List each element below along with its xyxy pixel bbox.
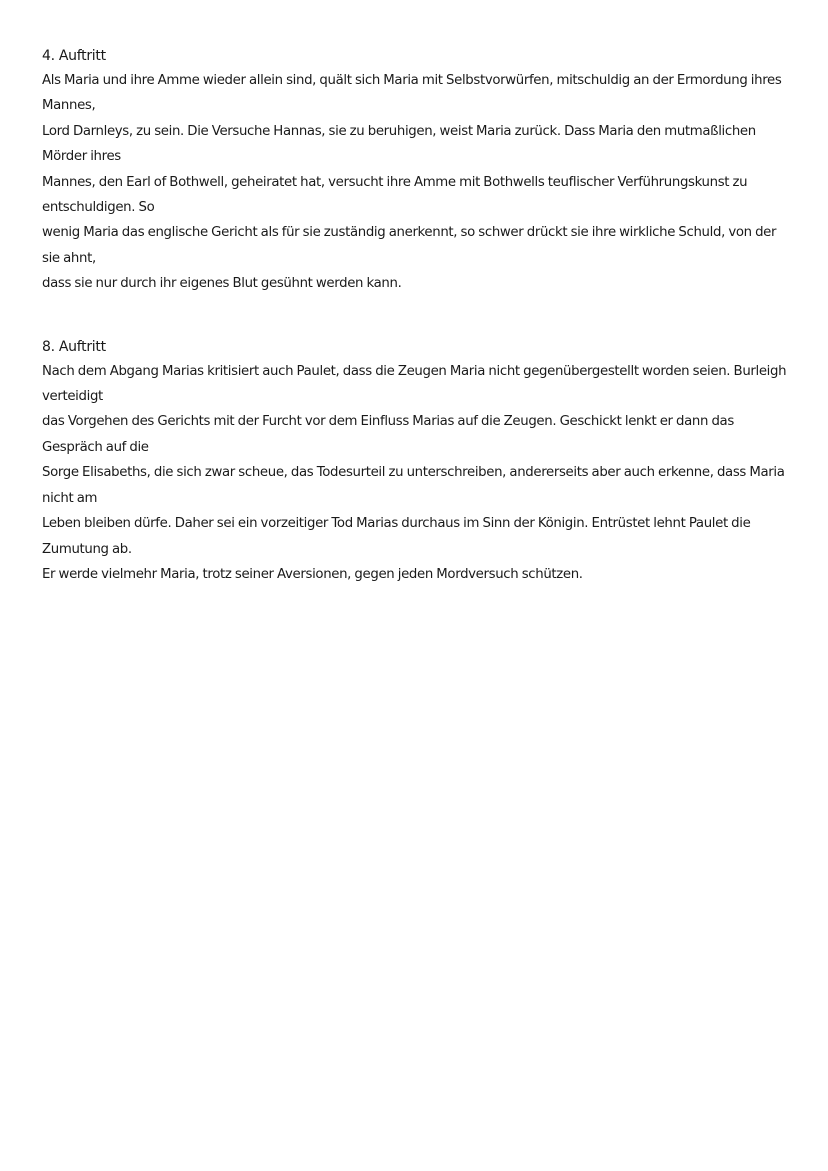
section-heading: 8. Auftritt bbox=[42, 338, 106, 355]
paragraph-line: Mannes, den Earl of Bothwell, geheiratet hat, versucht ihre Amme mit Bothwells teuflischer Verführungskunst zu entschuldigen. So bbox=[42, 174, 748, 216]
paragraph-line: Nach dem Abgang Marias kritisiert auch Paulet, dass die Zeugen Maria nicht gegenübergestellt worden seien. Burleigh verteidigt bbox=[42, 363, 787, 405]
paragraph-line: wenig Maria das englische Gericht als für sie zuständig anerkennt, so schwer drückt sie ihre wirkliche Schuld, von der sie ahnt, bbox=[42, 225, 777, 266]
paragraph-line: dass sie nur durch ihr eigenes Blut gesühnt werden kann. bbox=[42, 276, 402, 292]
paragraph-line: Er werde vielmehr Maria, trotz seiner Aversionen, gegen jeden Mordversuch schützen. bbox=[42, 566, 583, 582]
section-paragraph bbox=[42, 68, 794, 297]
paragraph-line: Lord Darnleys, zu sein. Die Versuche Hannas, sie zu beruhigen, weist Maria zurück. Dass Maria den mutmaßlichen Mörder ihres bbox=[42, 123, 756, 165]
paragraph-line: Als Maria und ihre Amme wieder allein sind, quält sich Maria mit Selbstvorwürfen, mitschuldig an der Ermordung ihres Mannes, bbox=[42, 73, 782, 114]
document-page bbox=[42, 46, 794, 627]
section-heading: 4. Auftritt bbox=[42, 48, 106, 64]
paragraph-line: Leben bleiben dürfe. Daher sei ein vorzeitiger Tod Marias durchaus im Sinn der Königin. Entrüstet lehnt Paulet die Zumutung ab. bbox=[42, 516, 751, 557]
section-4-auftritt bbox=[42, 46, 794, 297]
paragraph-line: Sorge Elisabeths, die sich zwar scheue, das Todesurteil zu unterschreiben, andererseits aber auch erkenne, dass Maria nicht am bbox=[42, 465, 785, 506]
paragraph-line: das Vorgehen des Gerichts mit der Furcht vor dem Einfluss Marias auf die Zeugen. Geschickt lenkt er dann das Gespräch auf die bbox=[42, 414, 734, 455]
section-paragraph bbox=[42, 359, 794, 588]
section-8-auftritt bbox=[42, 337, 794, 588]
